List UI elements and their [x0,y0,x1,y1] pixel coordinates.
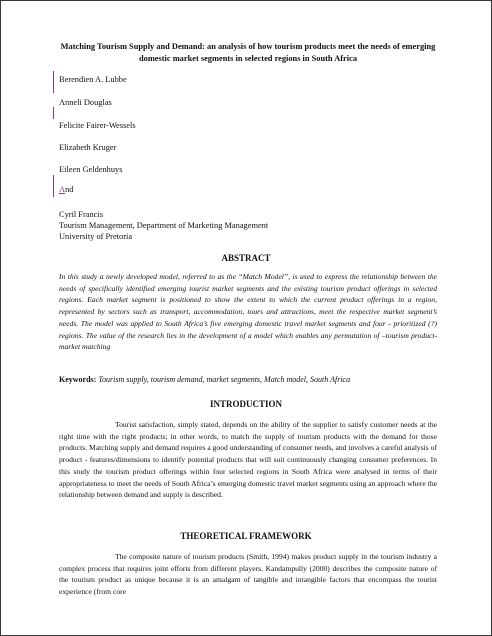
affiliation-block [59,209,268,242]
theory-body: The composite nature of tourism products (Smith, 1994) makes product supply in the tourism industry a complex process that requires joint efforts from different players. Kandampully (2000) describes the composite nature of the tourism product as unique because it is an amalgam of tangible and intangible factors that encompass the tourist experience (from core [59,552,437,597]
and-rest: nd [65,185,74,194]
revision-bar [53,175,54,197]
abstract-body: In this study a newly developed model, referred to as the “Match Model”, is used to express the relationship between the needs of specifically identified emerging tourist market segments and the existing tourism product offerings in selected regions. Each market segment is positioned to show the extent to which the current product offerings in a region, represented by sectors such as transport, accommodation, tours and attractions, meet the respective market segment’s needs. The model was applied to South Africa’s five emerging domestic travel market segments and four - prioritized (?) regions. The value of the research lies in the development of a model which enables any permutation of –tourism product-market matching [59,272,437,352]
introduction-heading: INTRODUCTION [209,399,282,409]
affiliation-department: Tourism Management, Department of Marketing Management [59,221,269,230]
author-name: Felicite Fairer-Wessels [59,121,136,130]
theory-heading: THEORETICAL FRAMEWORK [180,531,312,541]
keywords-line [59,375,439,384]
keywords-label: Keywords: [59,375,97,384]
affiliation-name: Cyril Francis [59,210,103,219]
paper-title: Matching Tourism Supply and Demand: an analysis of how tourism products meet the needs of emerging domestic market segments in selected regions in South Africa [60,42,436,63]
revision-bar [53,71,54,93]
author-name: Elizabeth Kruger [59,143,117,152]
affiliation-university: University of Pretoria [59,232,133,241]
author-name: Anneli Douglas [59,98,112,107]
and-first-letter: A [59,185,66,194]
author-name: Berendien A. Lubbe [59,75,127,84]
abstract-heading: ABSTRACT [221,253,271,263]
keywords-text: Tourism supply, tourism demand, market segments, Match model, South Africa [98,375,351,384]
author-name: Eileen Geldenhuys [59,165,123,174]
introduction-body: Tourist satisfaction, simply stated, depends on the ability of the supplier to satisfy customer needs at the right time with the right products; in other words, to match the supply of tourism products with the demand for those products. Matching supply and demand requires a good understanding of consumer needs, and involves a careful analysis of product - features/dimensions to identify potential products that will suit continuously changing consumer preferences. In this study the tourism product offerings within four selected regions in South Africa were analysed in terms of their appropriateness to meet the needs of South Africa’s emerging domestic travel market segments using an approach where the relationship between demand and supply is described. [59,420,437,500]
and-connector [59,185,73,194]
revision-bar [53,107,54,119]
